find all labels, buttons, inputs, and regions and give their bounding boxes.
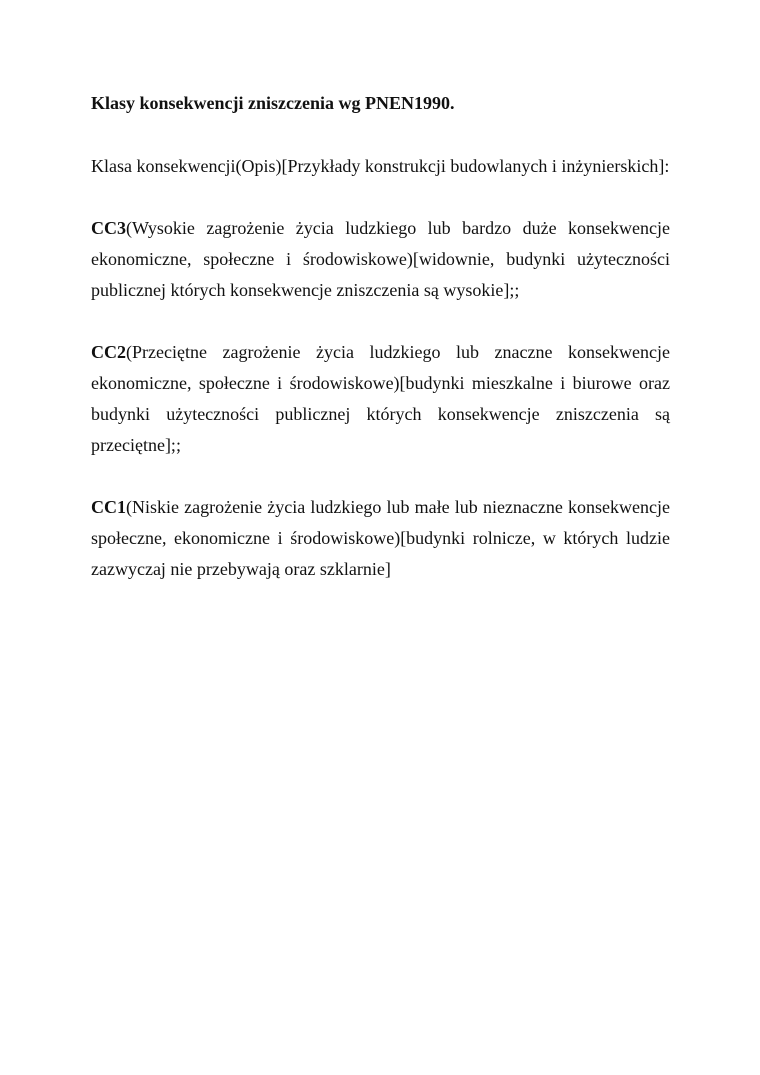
class-description: (Niskie zagrożenie życia ludzkiego lub małe lub nieznaczne konsekwencje społeczne, ekonomiczne i środowiskowe)[budynki rolnicze, w których ludzie zazwyczaj nie przebywają oraz szklarnie] — [91, 497, 670, 579]
intro-paragraph: Klasa konsekwencji(Opis)[Przykłady konstrukcji budowlanych i inżynierskich]: — [91, 156, 670, 176]
class-entry-cc3 — [91, 213, 670, 306]
document-page — [91, 88, 670, 585]
class-entry-cc2 — [91, 337, 670, 461]
class-entry-cc1 — [91, 492, 670, 585]
class-code: CC3 — [91, 218, 126, 238]
class-code: CC1 — [91, 497, 126, 517]
document-title: Klasy konsekwencji zniszczenia wg PNEN1990. — [91, 93, 455, 113]
class-description: (Przeciętne zagrożenie życia ludzkiego lub znaczne konsekwencje ekonomiczne, społeczne i środowiskowe)[budynki mieszkalne i biurowe oraz budynki użyteczności publicznej których konsekwencje zniszczenia są przeciętne];; — [91, 342, 670, 455]
class-code: CC2 — [91, 342, 126, 362]
class-description: (Wysokie zagrożenie życia ludzkiego lub bardzo duże konsekwencje ekonomiczne, społeczne i środowiskowe)[widownie, budynki użyteczności publicznej których konsekwencje zniszczenia są wysokie];; — [91, 218, 670, 300]
